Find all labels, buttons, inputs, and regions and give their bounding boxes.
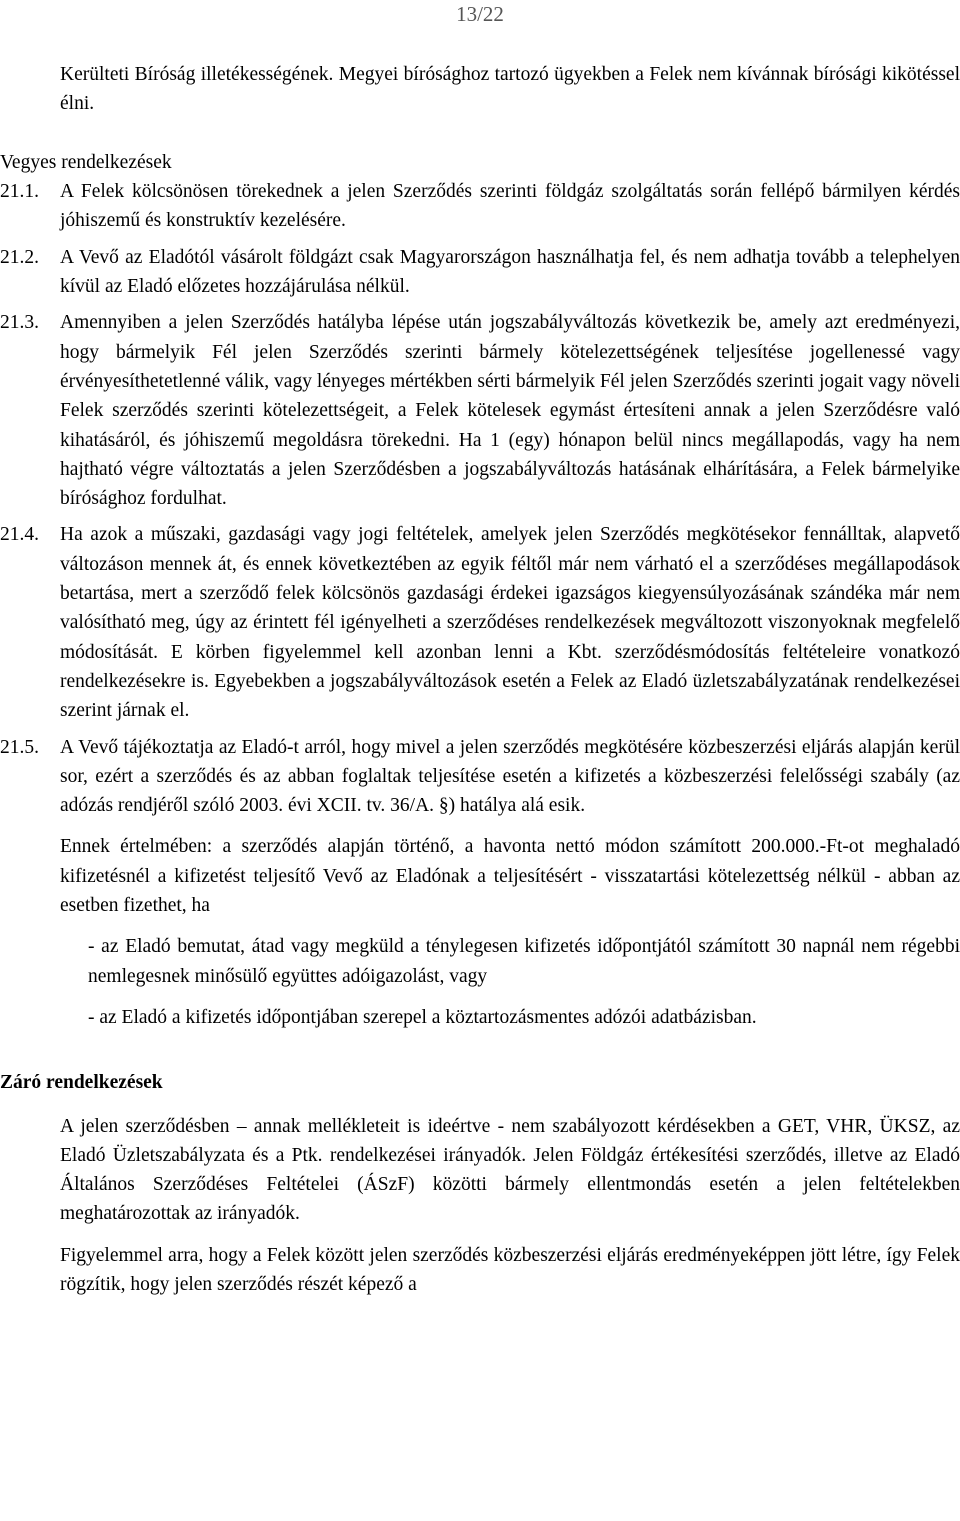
clause-number: 21.5.: [0, 736, 39, 758]
clause-text: A Vevő az Eladótól vásárolt földgázt csak Magyarországon használhatja fel, és nem adhatja tovább a telephelyen kívül az Eladó előzetes hozzájárulása nélkül.: [60, 246, 960, 298]
clause-text: Ha azok a műszaki, gazdasági vagy jogi feltételek, amelyek jelen Szerződés megkötésekor fennálltak, alapvető változáson mennek át, és ennek következtében az egyik féltől már nem várható el a szerződéses megállapodások betartása, mert a szerződő felek kölcsönös gazdasági érdekei igazságos kiegyensúlyozásának szándéka már nem valósítható meg, úgy az érintett fél igényelheti a szerződéses rendelkezések megváltozott viszonyoknak megfelelő módosítását. E körben figyelemmel kell azonban lenni a Kbt. szerződésmódosítás feltételeire vonatkozó rendelkezésekre is. Egyebekben a jogszabályváltozások esetén a Felek az Eladó üzletszabályzatának rendelkezései szerint járnak el.: [60, 524, 960, 722]
section-title-vegyes: Vegyes rendelkezések: [0, 151, 172, 173]
clause-text: Amennyiben a jelen Szerződés hatályba lépése után jogszabályváltozás következik be, amely azt eredményezi, hogy bármelyik Fél jelen Szerződés szerinti bármely kötelezettségének teljesítése jogellenessé vagy érvényesíthetetlenné válik, vagy lényeges mértékben sérti bármelyik Fél jelen Szerződés szerinti jogait vagy növeli Felek szerződés szerinti kötelezettségeit, a Felek kötelesek egymást értesíteni annak a jelen Szerződésre való kihatásáról, és jóhiszemű megoldásra törekedni. Ha 1 (egy) hónapon belül nincs megállapodás, vagy ha nem hajtható végre változtatás a jelen Szerződésben a jogszabályváltozás hatásának elhárítására, a Felek bármelyike bírósághoz fordulhat.: [60, 312, 960, 510]
clause-number: 21.4.: [0, 524, 39, 546]
list-item: - az Eladó bemutat, átad vagy megküld a ténylegesen kifizetés időpontjától számított 30 napnál nem régebbi nemlegesnek minősülő együttes adóigazolást, vagy: [88, 936, 960, 987]
clause-number: 21.3.: [0, 312, 39, 334]
clause-21-5-paragraph: Ennek értelmében: a szerződés alapján történő, a havonta nettó módon számított 200.000.-Ft-ot meghaladó kifizetésnél a kifizetést teljesítő Vevő az Eladónak a teljesítésért - visszatartási kötelezettség nélkül - abban az esetben fizethet, ha: [60, 836, 960, 917]
intro-paragraph: Kerülteti Bíróság illetékességének. Megyei bírósághoz tartozó ügyekben a Felek nem kívánnak bírósági kikötéssel élni.: [60, 64, 960, 115]
clause-text: A Felek kölcsönösen törekednek a jelen Szerződés szerinti földgáz szolgáltatás során fellépő bármilyen kérdés jóhiszemű és konstruktív kezelésére.: [60, 181, 960, 232]
clause-21-2: [0, 243, 960, 302]
document-body: [0, 60, 960, 1299]
clause-21-3: [0, 308, 960, 513]
clause-number: 21.2.: [0, 246, 39, 268]
clause-21-5: [0, 733, 960, 821]
clause-21-4: [0, 520, 960, 725]
section-title-zaro: Záró rendelkezések: [0, 1072, 163, 1094]
closing-paragraph-1: A jelen szerződésben – annak mellékleteit is ideértve - nem szabályozott kérdésekben a GET, VHR, ÜKSZ, az Eladó Üzletszabályzata és a Ptk. rendelkezései irányadók. Jelen Földgáz értékesítési szerződés, illetve az Eladó Általános Szerződéses Feltételei (ÁSzF) közötti bármely ellentmondás esetén a jelen feltételekben meghatározottak az irányadók.: [60, 1115, 960, 1225]
clause-text: A Vevő tájékoztatja az Eladó-t arról, hogy mivel a jelen szerződés megkötésére közbeszerzési eljárás alapján kerül sor, ezért a szerződés és az abban foglaltak teljesítése esetén a kifizetés a közbeszerzési felelősségi szabály (az adózás rendjéről szóló 2003. évi XCII. tv. 36/A. §) hatálya alá esik.: [60, 736, 960, 817]
clause-number: 21.1.: [0, 181, 39, 203]
list-item: - az Eladó a kifizetés időpontjában szerepel a köztartozásmentes adózói adatbázisban.: [88, 1006, 757, 1028]
page-number: 13/22: [456, 2, 504, 26]
clause-21-1: [0, 177, 960, 236]
closing-paragraph-2: Figyelemmel arra, hogy a Felek között jelen szerződés közbeszerzési eljárás eredményeképpen jött létre, így Felek rögzítik, hogy jelen szerződés részét képező a: [60, 1244, 960, 1295]
